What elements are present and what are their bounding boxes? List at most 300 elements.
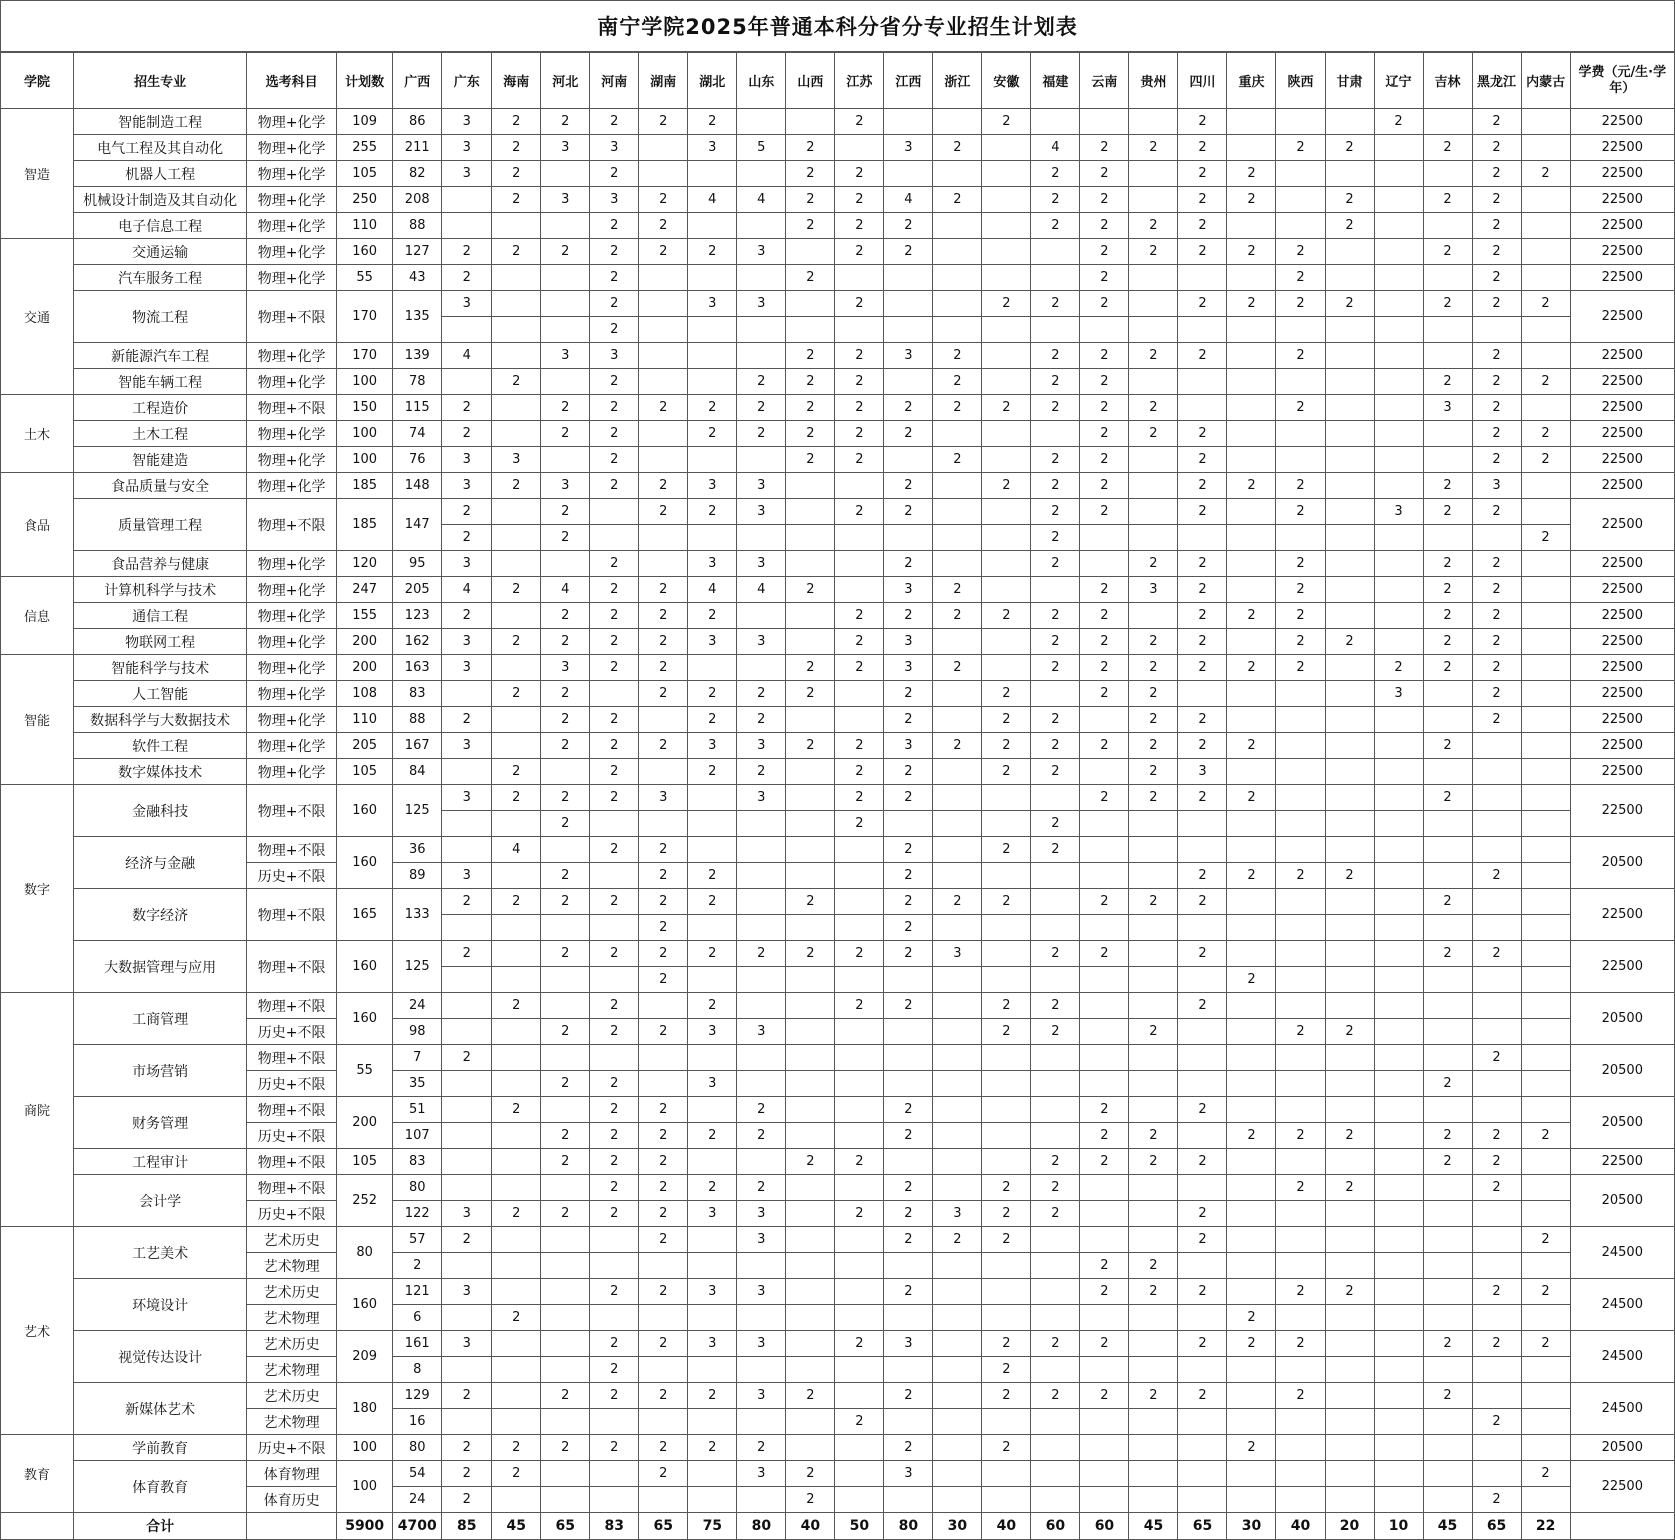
column-header: 山东 [737, 53, 786, 109]
major-cell: 智能制造工程 [74, 109, 247, 135]
major-cell: 工程审计 [74, 1149, 247, 1175]
province-count-cell [933, 993, 982, 1019]
province-count-cell [1031, 1487, 1080, 1513]
province-count-cell [786, 785, 835, 811]
major-cell: 视觉传达设计 [74, 1331, 247, 1383]
province-count-cell [541, 1331, 590, 1357]
province-count-cell: 2 [639, 1149, 688, 1175]
province-count-cell [884, 447, 933, 473]
province-count-cell [1521, 811, 1570, 837]
province-count-cell: 2 [492, 135, 541, 161]
plan-count-cell: 165 [337, 889, 393, 941]
province-count-cell: 2 [1129, 135, 1178, 161]
province-count-cell: 2 [1521, 1123, 1570, 1149]
subject-cell: 物理+化学 [247, 629, 337, 655]
province-count-cell [1325, 551, 1374, 577]
province-count-cell: 2 [1227, 291, 1276, 317]
plan-count-cell: 100 [337, 1461, 393, 1513]
province-count-cell: 2 [1031, 1149, 1080, 1175]
province-count-cell: 2 [1178, 941, 1227, 967]
province-count-cell: 2 [541, 1019, 590, 1045]
subject-cell: 物理+不限 [247, 395, 337, 421]
province-count-cell [1325, 733, 1374, 759]
guangxi-count-cell: 208 [393, 187, 442, 213]
province-count-cell: 2 [1080, 499, 1129, 525]
province-count-cell: 2 [1325, 863, 1374, 889]
province-count-cell: 2 [884, 759, 933, 785]
province-count-cell: 2 [541, 863, 590, 889]
province-count-cell [442, 187, 492, 213]
province-count-cell [442, 1175, 492, 1201]
province-count-cell: 2 [541, 603, 590, 629]
province-count-cell: 2 [1178, 889, 1227, 915]
province-count-cell [1325, 1227, 1374, 1253]
province-count-cell: 2 [442, 1227, 492, 1253]
province-count-cell: 3 [688, 1331, 737, 1357]
province-count-cell: 2 [639, 1435, 688, 1461]
province-count-cell: 2 [492, 1461, 541, 1487]
table-row [1, 1305, 1675, 1331]
province-count-cell: 2 [1423, 655, 1472, 681]
province-count-cell: 3 [442, 109, 492, 135]
province-count-cell: 3 [688, 473, 737, 499]
province-count-cell [1423, 1175, 1472, 1201]
table-row [1, 213, 1675, 239]
province-count-cell: 2 [1178, 993, 1227, 1019]
province-count-cell: 2 [541, 889, 590, 915]
province-count-cell: 3 [442, 863, 492, 889]
province-count-cell [492, 1123, 541, 1149]
province-count-cell [982, 1279, 1031, 1305]
subject-cell: 物理+化学 [247, 681, 337, 707]
province-count-cell [1227, 577, 1276, 603]
plan-count-cell: 180 [337, 1383, 393, 1435]
province-count-cell [1521, 577, 1570, 603]
total-province-cell: 10 [1374, 1513, 1423, 1540]
province-count-cell [1521, 1357, 1570, 1383]
province-count-cell [933, 1409, 982, 1435]
province-count-cell: 2 [1178, 1097, 1227, 1123]
subject-cell: 物理+不限 [247, 1045, 337, 1071]
table-row [1, 1019, 1675, 1045]
province-count-cell [1276, 421, 1325, 447]
province-count-cell: 2 [590, 1071, 639, 1097]
province-count-cell [688, 265, 737, 291]
major-cell: 金融科技 [74, 785, 247, 837]
guangxi-count-cell: 139 [393, 343, 442, 369]
province-count-cell [982, 161, 1031, 187]
province-count-cell [1129, 967, 1178, 993]
province-count-cell: 2 [1129, 239, 1178, 265]
province-count-cell: 2 [1325, 1279, 1374, 1305]
province-count-cell: 2 [639, 1123, 688, 1149]
province-count-cell [1227, 109, 1276, 135]
guangxi-count-cell: 43 [393, 265, 442, 291]
province-count-cell [1521, 1305, 1570, 1331]
major-cell: 工艺美术 [74, 1227, 247, 1279]
province-count-cell: 2 [835, 993, 884, 1019]
province-count-cell [835, 1123, 884, 1149]
province-count-cell: 2 [590, 1149, 639, 1175]
province-count-cell [786, 525, 835, 551]
province-count-cell: 2 [590, 447, 639, 473]
province-count-cell [1521, 863, 1570, 889]
province-count-cell: 2 [1080, 421, 1129, 447]
province-count-cell [1080, 317, 1129, 343]
subject-cell: 物理+不限 [247, 1149, 337, 1175]
subject-cell: 物理+化学 [247, 213, 337, 239]
province-count-cell [884, 1305, 933, 1331]
province-count-cell: 2 [1472, 863, 1521, 889]
province-count-cell: 2 [1325, 629, 1374, 655]
province-count-cell [1521, 1175, 1570, 1201]
province-count-cell: 2 [1423, 733, 1472, 759]
province-count-cell [933, 863, 982, 889]
province-count-cell: 2 [1423, 941, 1472, 967]
province-count-cell [1080, 551, 1129, 577]
province-count-cell [835, 1071, 884, 1097]
major-cell: 数字媒体技术 [74, 759, 247, 785]
province-count-cell: 2 [1472, 707, 1521, 733]
province-count-cell [737, 837, 786, 863]
plan-count-cell: 160 [337, 941, 393, 993]
province-count-cell [1129, 317, 1178, 343]
province-count-cell: 3 [933, 1201, 982, 1227]
province-count-cell [492, 1357, 541, 1383]
province-count-cell: 3 [688, 629, 737, 655]
province-count-cell [786, 1071, 835, 1097]
subject-cell: 物理+化学 [247, 759, 337, 785]
province-count-cell [1031, 265, 1080, 291]
province-count-cell [933, 239, 982, 265]
province-count-cell [1374, 447, 1423, 473]
total-guangxi-cell: 4700 [393, 1513, 442, 1540]
province-count-cell [786, 837, 835, 863]
province-count-cell [737, 863, 786, 889]
province-count-cell: 2 [688, 1175, 737, 1201]
province-count-cell: 3 [442, 551, 492, 577]
subject-cell: 物理+化学 [247, 603, 337, 629]
province-count-cell [1325, 915, 1374, 941]
major-cell: 体育教育 [74, 1461, 247, 1513]
guangxi-count-cell: 80 [393, 1175, 442, 1201]
province-count-cell: 2 [1423, 187, 1472, 213]
table-row [1, 109, 1675, 135]
province-count-cell [1080, 759, 1129, 785]
province-count-cell [442, 759, 492, 785]
column-header: 计划数 [337, 53, 393, 109]
province-count-cell [1472, 967, 1521, 993]
province-count-cell [1227, 1357, 1276, 1383]
province-count-cell [1178, 1045, 1227, 1071]
province-count-cell [982, 447, 1031, 473]
province-count-cell [1325, 1383, 1374, 1409]
province-count-cell: 2 [1178, 1383, 1227, 1409]
major-cell: 工商管理 [74, 993, 247, 1045]
province-count-cell [884, 811, 933, 837]
province-count-cell: 3 [541, 473, 590, 499]
province-count-cell [737, 811, 786, 837]
province-count-cell: 4 [884, 187, 933, 213]
major-cell: 新媒体艺术 [74, 1383, 247, 1435]
province-count-cell: 2 [1129, 1383, 1178, 1409]
province-count-cell: 2 [933, 447, 982, 473]
tuition-cell: 24500 [1570, 1279, 1674, 1331]
province-count-cell: 2 [1325, 1019, 1374, 1045]
header-row [1, 53, 1675, 109]
province-count-cell [1227, 1071, 1276, 1097]
province-count-cell [737, 525, 786, 551]
province-count-cell: 2 [492, 993, 541, 1019]
province-count-cell [1521, 993, 1570, 1019]
province-count-cell [1276, 525, 1325, 551]
table-row [1, 941, 1675, 967]
province-count-cell: 2 [590, 629, 639, 655]
province-count-cell: 2 [590, 1383, 639, 1409]
tuition-cell: 22500 [1570, 109, 1674, 135]
province-count-cell [786, 1279, 835, 1305]
province-count-cell: 2 [1031, 655, 1080, 681]
province-count-cell: 2 [541, 785, 590, 811]
province-count-cell: 3 [737, 629, 786, 655]
guangxi-count-cell: 74 [393, 421, 442, 447]
province-count-cell: 2 [1178, 577, 1227, 603]
province-count-cell [933, 161, 982, 187]
tuition-cell: 22500 [1570, 1149, 1674, 1175]
province-count-cell [1521, 681, 1570, 707]
province-count-cell: 2 [786, 1487, 835, 1513]
province-count-cell [1031, 1097, 1080, 1123]
province-count-cell [1472, 889, 1521, 915]
province-count-cell [1374, 369, 1423, 395]
province-count-cell [786, 239, 835, 265]
province-count-cell: 2 [639, 915, 688, 941]
province-count-cell [1423, 707, 1472, 733]
province-count-cell [933, 213, 982, 239]
province-count-cell [786, 1019, 835, 1045]
province-count-cell: 2 [1227, 161, 1276, 187]
province-count-cell [492, 967, 541, 993]
province-count-cell [1325, 161, 1374, 187]
province-count-cell: 3 [737, 1383, 786, 1409]
province-count-cell [786, 629, 835, 655]
province-count-cell: 2 [590, 1097, 639, 1123]
province-count-cell [1423, 109, 1472, 135]
province-count-cell [786, 1253, 835, 1279]
province-count-cell [1276, 1149, 1325, 1175]
subject-cell: 物理+不限 [247, 941, 337, 993]
province-count-cell [1276, 447, 1325, 473]
guangxi-count-cell: 16 [393, 1409, 442, 1435]
tuition-cell: 20500 [1570, 1097, 1674, 1149]
major-cell: 电气工程及其自动化 [74, 135, 247, 161]
province-count-cell: 2 [1129, 889, 1178, 915]
province-count-cell [1472, 1357, 1521, 1383]
province-count-cell: 2 [835, 161, 884, 187]
subject-cell: 物理+化学 [247, 161, 337, 187]
province-count-cell: 2 [442, 1383, 492, 1409]
province-count-cell: 2 [835, 1149, 884, 1175]
total-province-cell: 45 [492, 1513, 541, 1540]
province-count-cell: 2 [982, 109, 1031, 135]
province-count-cell [1521, 707, 1570, 733]
province-count-cell: 2 [835, 343, 884, 369]
province-count-cell [884, 1487, 933, 1513]
province-count-cell [1276, 681, 1325, 707]
province-count-cell: 3 [688, 1201, 737, 1227]
province-count-cell: 2 [492, 187, 541, 213]
province-count-cell [1423, 343, 1472, 369]
province-count-cell: 2 [639, 681, 688, 707]
tuition-cell: 24500 [1570, 1383, 1674, 1435]
province-count-cell [1178, 681, 1227, 707]
province-count-cell [1423, 317, 1472, 343]
province-count-cell [688, 161, 737, 187]
province-count-cell [786, 811, 835, 837]
province-count-cell [1472, 1071, 1521, 1097]
province-count-cell [1080, 1227, 1129, 1253]
province-count-cell: 3 [541, 135, 590, 161]
province-count-cell [541, 759, 590, 785]
province-count-cell [1129, 603, 1178, 629]
province-count-cell: 2 [442, 707, 492, 733]
major-cell: 通信工程 [74, 603, 247, 629]
province-count-cell: 2 [639, 109, 688, 135]
province-count-cell: 2 [1031, 343, 1080, 369]
province-count-cell: 2 [982, 837, 1031, 863]
province-count-cell: 2 [590, 239, 639, 265]
major-cell: 智能车辆工程 [74, 369, 247, 395]
province-count-cell [1521, 889, 1570, 915]
province-count-cell: 2 [737, 941, 786, 967]
tuition-cell: 22500 [1570, 733, 1674, 759]
province-count-cell [1472, 1201, 1521, 1227]
province-count-cell [688, 1357, 737, 1383]
province-count-cell [933, 473, 982, 499]
province-count-cell [639, 1071, 688, 1097]
province-count-cell [1227, 941, 1276, 967]
province-count-cell [442, 811, 492, 837]
province-count-cell [1472, 915, 1521, 941]
column-header: 招生专业 [74, 53, 247, 109]
province-count-cell [835, 1019, 884, 1045]
province-count-cell [590, 1305, 639, 1331]
province-count-cell [1178, 1487, 1227, 1513]
province-count-cell: 2 [1178, 603, 1227, 629]
province-count-cell [1129, 499, 1178, 525]
province-count-cell: 2 [1325, 213, 1374, 239]
province-count-cell [1080, 1357, 1129, 1383]
province-count-cell: 2 [1129, 213, 1178, 239]
province-count-cell [737, 993, 786, 1019]
province-count-cell: 2 [884, 1201, 933, 1227]
province-count-cell [1325, 499, 1374, 525]
guangxi-count-cell: 95 [393, 551, 442, 577]
province-count-cell [933, 1175, 982, 1201]
province-count-cell [1423, 1045, 1472, 1071]
province-count-cell: 2 [442, 889, 492, 915]
province-count-cell: 2 [1031, 629, 1080, 655]
province-count-cell: 3 [639, 785, 688, 811]
province-count-cell [639, 993, 688, 1019]
province-count-cell [884, 1045, 933, 1071]
province-count-cell [737, 1253, 786, 1279]
guangxi-count-cell: 80 [393, 1435, 442, 1461]
province-count-cell [590, 967, 639, 993]
province-count-cell [786, 1305, 835, 1331]
province-count-cell [1374, 733, 1423, 759]
province-count-cell: 2 [835, 187, 884, 213]
subject-cell: 物理+化学 [247, 109, 337, 135]
province-count-cell: 2 [884, 213, 933, 239]
province-count-cell: 2 [1472, 551, 1521, 577]
province-count-cell [835, 1045, 884, 1071]
province-count-cell: 2 [835, 1331, 884, 1357]
province-count-cell: 2 [590, 785, 639, 811]
province-count-cell [982, 213, 1031, 239]
tuition-cell: 22500 [1570, 265, 1674, 291]
province-count-cell [639, 343, 688, 369]
province-count-cell [1227, 1409, 1276, 1435]
province-count-cell: 3 [1472, 473, 1521, 499]
province-count-cell [1031, 239, 1080, 265]
guangxi-count-cell: 35 [393, 1071, 442, 1097]
guangxi-count-cell: 127 [393, 239, 442, 265]
province-count-cell [786, 1175, 835, 1201]
tuition-cell: 22500 [1570, 759, 1674, 785]
province-count-cell [1521, 343, 1570, 369]
province-count-cell: 3 [884, 629, 933, 655]
province-count-cell: 2 [982, 1331, 1031, 1357]
province-count-cell [1423, 967, 1472, 993]
province-count-cell [1178, 837, 1227, 863]
province-count-cell: 2 [884, 785, 933, 811]
province-count-cell: 3 [737, 1279, 786, 1305]
province-count-cell [884, 967, 933, 993]
table-row [1, 447, 1675, 473]
province-count-cell: 2 [884, 915, 933, 941]
province-count-cell: 2 [639, 863, 688, 889]
province-count-cell [1374, 1097, 1423, 1123]
province-count-cell: 2 [1423, 577, 1472, 603]
subject-cell: 体育物理 [247, 1461, 337, 1487]
province-count-cell [786, 863, 835, 889]
province-count-cell [1423, 213, 1472, 239]
province-count-cell [541, 1227, 590, 1253]
guangxi-count-cell: 98 [393, 1019, 442, 1045]
province-count-cell: 2 [688, 863, 737, 889]
table-row [1, 1383, 1675, 1409]
province-count-cell: 3 [442, 785, 492, 811]
province-count-cell: 2 [1227, 1123, 1276, 1149]
province-count-cell: 2 [1178, 1201, 1227, 1227]
major-cell: 食品质量与安全 [74, 473, 247, 499]
province-count-cell [688, 1097, 737, 1123]
province-count-cell: 2 [982, 707, 1031, 733]
total-row [1, 1513, 1675, 1540]
province-count-cell [1129, 837, 1178, 863]
province-count-cell: 2 [1080, 135, 1129, 161]
subject-cell: 物理+化学 [247, 135, 337, 161]
province-count-cell [933, 629, 982, 655]
major-cell: 学前教育 [74, 1435, 247, 1461]
province-count-cell [1080, 863, 1129, 889]
province-count-cell [1276, 1409, 1325, 1435]
subject-cell: 物理+不限 [247, 993, 337, 1019]
province-count-cell: 2 [1423, 603, 1472, 629]
subject-cell: 物理+化学 [247, 733, 337, 759]
province-count-cell [982, 265, 1031, 291]
